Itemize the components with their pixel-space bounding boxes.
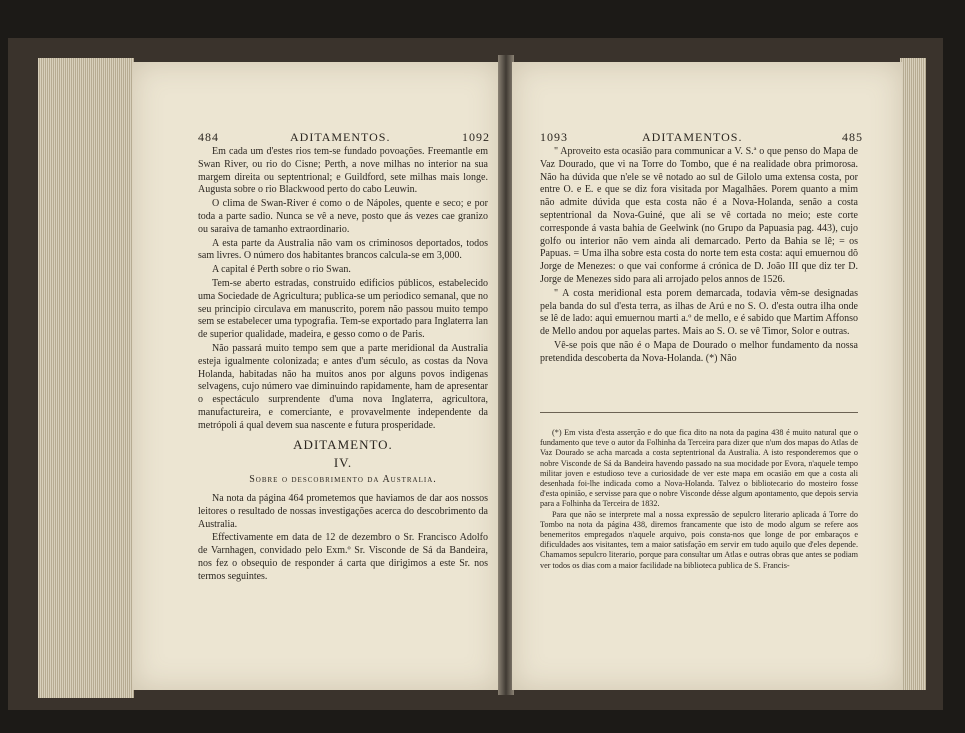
left-body-text (198, 146, 488, 585)
left-running-head: ADITAMENTOS. (290, 130, 391, 144)
footnote: Para que não se interprete mal a nossa expressão de sepulcro literario aplicada á Torre do Tombo na nota da página 438, diremos francamente que isto de modo algum se refere aos benemeritos empregados n'aquele arquivo, pois consta-nos que longe de por embaraços e dificuldades aos visitantes, tem a maior satisfação em servir em tudo aquilo que d'eles depende. Chamamos sepulcro literario, porque para consultar um Atlas e outras obras que antes se podiam ver todos os dias com a maior facilidade na biblioteca publica de S. Francis- (540, 509, 858, 570)
right-page (512, 62, 902, 690)
left-page-number: 484 (198, 130, 219, 144)
left-page-edges (38, 58, 134, 698)
paragraph: Na nota da página 464 prometemos que haviamos de dar aos nossos leitores o resultado de nossas investigações acerca do descobrimento da Australia. (198, 492, 488, 530)
footnote-rule (540, 412, 858, 413)
paragraph: A capital é Perth sobre o rio Swan. (212, 264, 351, 276)
paragraph: " A costa meridional esta porem demarcada, todavia vêm-se designadas pela banda do sul d'esta terra, as ilhas de Arú e no S. O. d'esta outra ilha onde se lê de lado: aqui emuernou marti a.º de mello, e é sabido que Martim Affonso de Mello andou por aquelas partes. Mais ao S. O. se vê Timor, Solor e outras. (540, 287, 858, 338)
right-page-edges (900, 58, 926, 690)
paragraph: Não passará muito tempo sem que a parte meridional da Australia esteja igualmente colonizada; e antes d'um século, as costas da Nova Holanda, habitadas não ha muitos anos por alguns povos indigenas selvagens, cujo número vae diminuindo rapidamente, ham de apresentar o espectáculo surprendente d'uma nova Inglaterra, agricultora, manufactureira, e comerciante, e provavelmente independente da metrópoli á qual devem sua nascente e futura prosperidade. (198, 342, 488, 431)
right-body-text (540, 146, 858, 367)
section-subtitle: Sobre o descobrimento da Australia. (249, 474, 437, 486)
paragraph: Em cada um d'estes rios tem-se fundado povoações. Freemantle em Swan River, ou rio do Cisne; Perth, a nove milhas no interior na sua margem direita ou septentrional; e Guildford, sete milhas mais longe. Augusta sobre o rio Blackwood perto do cabo Leuwin. (198, 146, 488, 196)
paragraph: Effectivamente em data de 12 de dezembro o Sr. Francisco Adolfo de Varnhagen, convidado pelo Exm.º Sr. Visconde de Sá da Bandeira, nos fez o obsequio de responder á carta que dirigimos a este Sr. nos termos seguintes. (198, 532, 488, 582)
footnotes (540, 428, 858, 571)
paragraph: Vê-se pois que não é o Mapa de Dourado o melhor fundamento da nossa pretendida descoberta da Nova-Holanda. (*) Não (540, 339, 858, 364)
paragraph: O clima de Swan-River é como o de Nápoles, quente e seco; e por toda a parte sadio. Nunca se vê a neve, posto que ás vezes cae granizo ou saraiva de tamanho extraordinario. (198, 198, 488, 235)
left-column-number: 1092 (462, 130, 490, 144)
paragraph: " Aproveito esta ocasião para communicar a V. S.ª o que penso do Mapa de Vaz Dourado, que vi na Torre do Tombo, que é na realidade obra primorosa. Não ha dúvida que n'ele se vê notado ao sul de Gilolo uma extensa costa, por entre O. e E. e que se diz fora visitada por Magalhães. Porem quanto a mim não admite dúvida que esta costa não é a Nova-Holanda, senão a costa septentrional da Nova-Guiné, que ali se vê cortada no meio; este corte corresponde á vasta bahia de Geelwink (no Grupo da Papuasia pag. 443), cujo golfo ou interior não vem ainda ali demarcado. Perto da Bahia se lê; = os Papuas. = Uma ilha sobre esta costa do norte tem esta costa: aqui emuernou dõ Jorge de Menezes: o que vai conforme á crónica de D. João III que diz ter D. Jorge de Menezes sido para ali arrojado pelos annos de 1526. (540, 146, 858, 285)
paragraph: Tem-se aberto estradas, construido edificios públicos, estabelecido uma Sociedade de Agricultura; publica-se um periodico semanal, que no seu principio circulava em manuscrito, porem não passou muito tempo sem se estabelecer uma typografia. Tem-se exportado para Inglaterra lan de superior qualidade, madeira, e gesso como o de Paris. (198, 277, 488, 341)
footnote: (*) Em vista d'esta asserção e do que fica dito na nota da pagina 438 é muito natural que o fundamento que teve o autor da Folhinha da Terceira para dizer que n'um dos mapas do Atlas de Vaz Dourado se acha marcada a costa septentrional da Australia. A isto responderemos que o nobre Visconde de Sá da Bandeira havendo passado na sua mocidade por Evora, n'aquele tempo militar joven e estudioso teve a curiosidade de ver este mapa em ocasião em que a costa ali desenhada foi-lhe indicada como a Nova-Holanda. Talvez o bibliotecario do mosteiro fosse d'esta opinião, e servisse para que o nobre Visconde désse algum apontamento, que depois servia para a Folhinha da Terceira de 1832. (540, 428, 858, 509)
section-number: IV. (333, 455, 353, 471)
left-page (132, 62, 500, 690)
paragraph: A esta parte da Australia não vam os criminosos deportados, todos sam livres. O número dos habitantes brancos calcula-se em 3,000. (198, 237, 488, 262)
section-title: ADITAMENTO. (293, 436, 393, 452)
right-page-number: 485 (842, 130, 863, 144)
right-running-head: ADITAMENTOS. (642, 130, 743, 144)
right-column-number: 1093 (540, 130, 568, 144)
